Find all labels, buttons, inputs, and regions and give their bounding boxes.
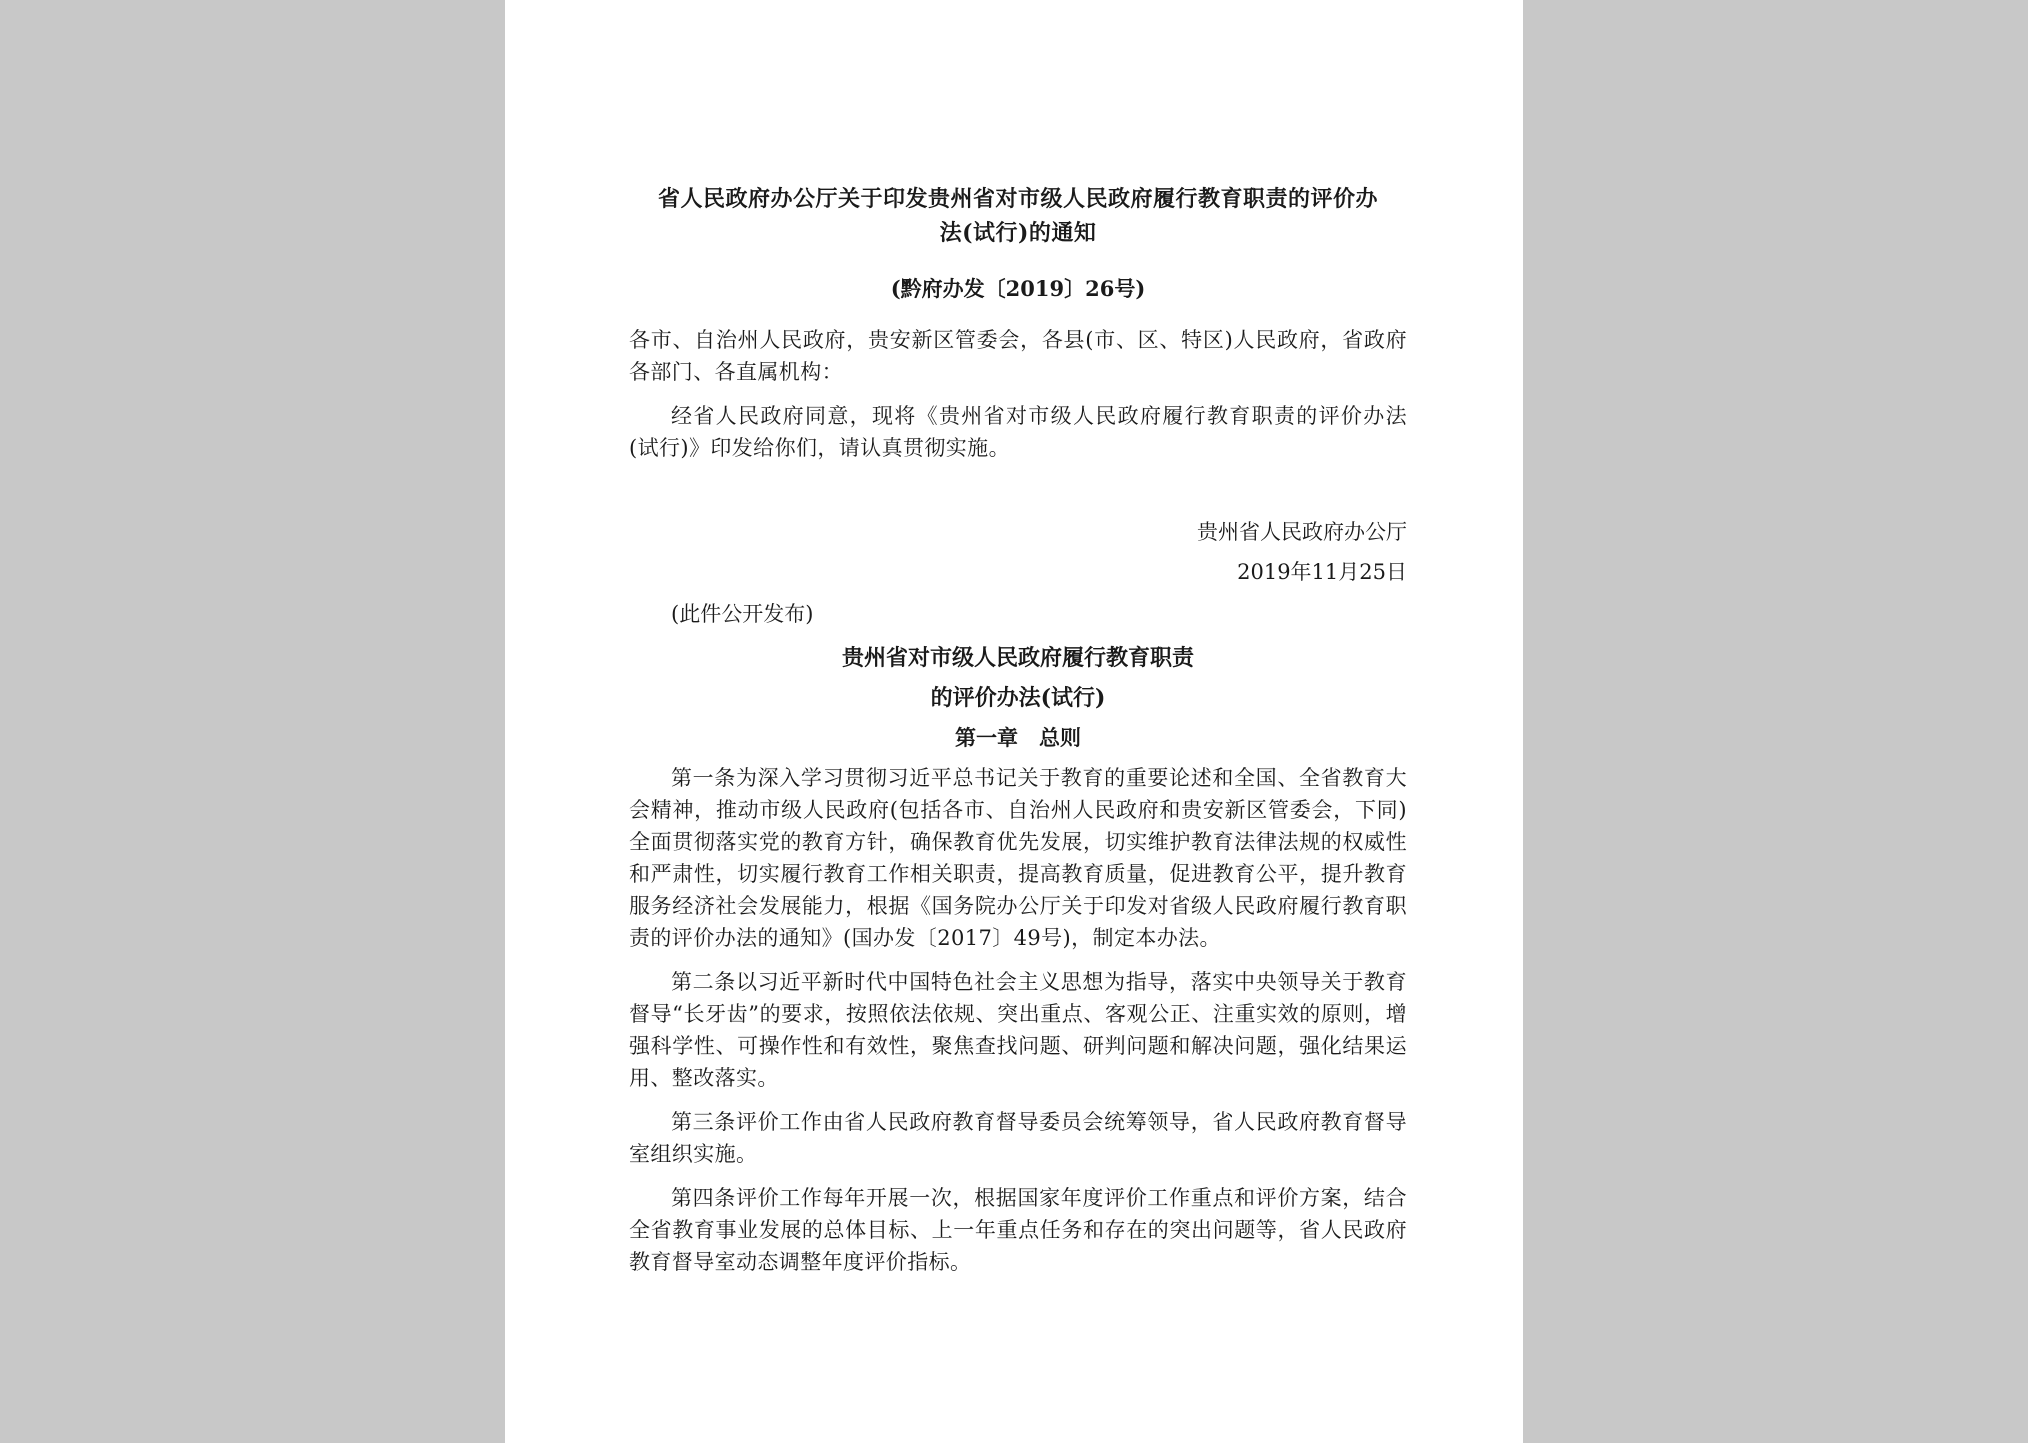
issue-date: 2019年11月25日 <box>1237 560 1407 584</box>
article-1: 第一条为深入学习贯彻习近平总书记关于教育的重要论述和全国、全省教育大会精神，推动市级人民政府(包括各市、自治州人民政府和贵安新区管委会，下同)全面贯彻落实党的教育方针，确保教育优先发展，切实维护教育法律法规的权威性和严肃性，切实履行教育工作相关职责，提高教育质量，促进教育公平，提升教育服务经济社会发展能力，根据《国务院办公厅关于印发对省级人民政府履行教育职责的评价办法的通知》(国办发〔2017〕49号)，制定本办法。 <box>629 766 1407 950</box>
document-page <box>505 0 1523 1443</box>
document-title-line-2: 法(试行)的通知 <box>939 220 1097 246</box>
measures-title-line-1: 贵州省对市级人民政府履行教育职责 <box>841 645 1194 671</box>
notice-body-paragraph: 经省人民政府同意，现将《贵州省对市级人民政府履行教育职责的评价办法(试行)》印发给你们，请认真贯彻实施。 <box>629 404 1407 460</box>
release-note: (此件公开发布) <box>671 602 814 626</box>
article-4: 第四条评价工作每年开展一次，根据国家年度评价工作重点和评价方案，结合全省教育事业发展的总体目标、上一年重点任务和存在的突出问题等，省人民政府教育督导室动态调整年度评价指标。 <box>629 1186 1407 1274</box>
article-2: 第二条以习近平新时代中国特色社会主义思想为指导，落实中央领导关于教育督导“长牙齿”的要求，按照依法依规、突出重点、客观公正、注重实效的原则，增强科学性、可操作性和有效性，聚焦查找问题、研判问题和解决问题，强化结果运用、整改落实。 <box>629 970 1407 1090</box>
document-content <box>629 182 1407 1290</box>
document-number: (黔府办发〔2019〕26号) <box>890 276 1146 301</box>
chapter-heading: 第一章 总则 <box>955 725 1081 750</box>
document-title-line-1: 省人民政府办公厅关于印发贵州省对市级人民政府履行教育职责的评价办 <box>657 186 1378 212</box>
issuer-signature: 贵州省人民政府办公厅 <box>1197 520 1407 544</box>
recipients-paragraph: 各市、自治州人民政府，贵安新区管委会，各县(市、区、特区)人民政府，省政府各部门、各直属机构： <box>629 328 1407 384</box>
measures-title-line-2: 的评价办法(试行) <box>930 685 1106 711</box>
article-3: 第三条评价工作由省人民政府教育督导委员会统筹领导，省人民政府教育督导室组织实施。 <box>629 1110 1407 1166</box>
